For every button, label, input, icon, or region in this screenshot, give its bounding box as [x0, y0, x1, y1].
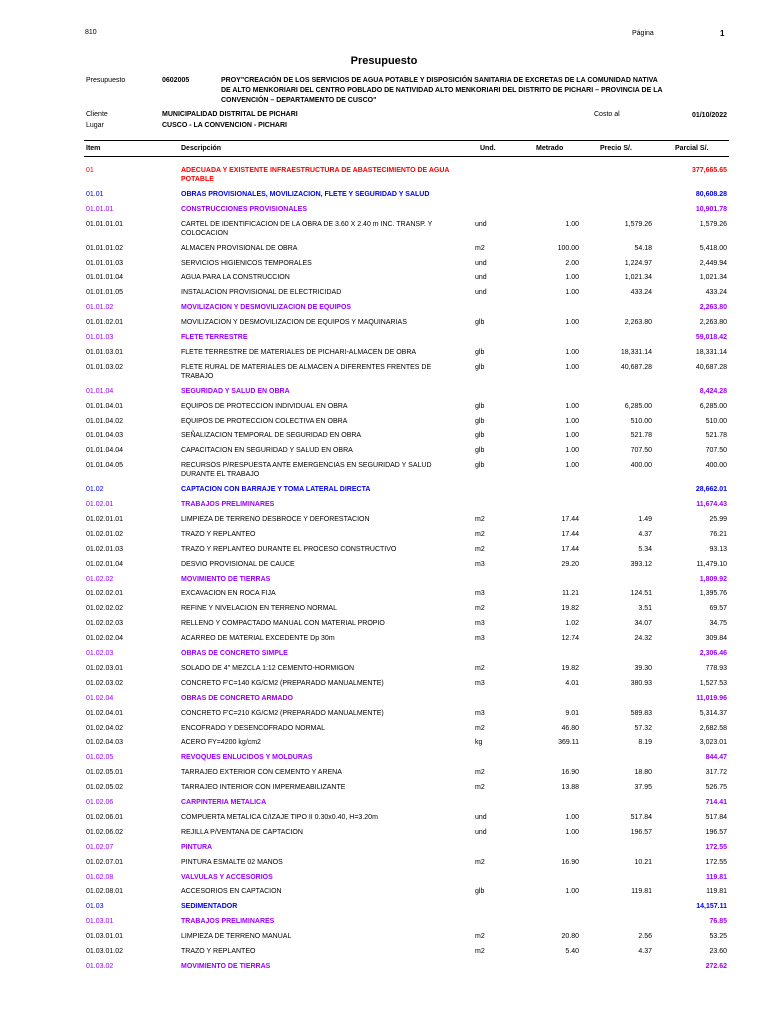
row-description: AGUA PARA LA CONSTRUCCION	[181, 274, 290, 282]
row-unit: glb	[475, 447, 485, 455]
row-metrado: 1.00	[565, 447, 579, 455]
column-header-metrado: Metrado	[536, 145, 564, 152]
row-item-code: 01.02.06.02	[86, 828, 123, 836]
row-unit: m3	[475, 620, 485, 628]
row-precio: 119.81	[631, 888, 652, 896]
row-metrado: 1.02	[565, 620, 579, 628]
row-parcial: 1,809.92	[699, 575, 727, 583]
row-unit: m3	[475, 590, 485, 598]
row-item-code: 01.01.04.05	[86, 462, 123, 470]
row-precio: 400.00	[630, 462, 652, 470]
row-description: CONSTRUCCIONES PROVISIONALES	[181, 205, 308, 213]
row-description: ACERO FY=4200 kg/cm2	[181, 739, 261, 747]
row-item-code: 01.01.02	[86, 304, 114, 312]
row-metrado: 19.82	[561, 664, 579, 672]
row-description: PINTURA	[181, 843, 213, 851]
row-parcial: 2,449.94	[699, 259, 727, 267]
row-description: ADECUADA Y EXISTENTE INFRAESTRUCTURA DE ABASTECIMIENTO DE AGUA POTABLE	[181, 167, 450, 183]
page-title: Presupuesto	[350, 55, 418, 67]
row-item-code: 01.03	[86, 903, 104, 911]
row-item-code: 01.02.02.02	[86, 605, 123, 613]
row-unit: m2	[475, 664, 485, 672]
row-description: FLETE TERRESTRE DE MATERIALES DE PICHARI-ALMACEN DE OBRA	[181, 348, 417, 356]
row-parcial: 309.84	[705, 635, 727, 643]
row-parcial: 10,901.78	[695, 205, 727, 213]
row-metrado: 1.00	[565, 319, 579, 327]
row-metrado: 1.00	[565, 402, 579, 410]
row-precio: 1,224.97	[624, 259, 652, 267]
row-description: ACARREO DE MATERIAL EXCEDENTE Dp 30m	[181, 635, 335, 643]
row-parcial: 18,331.14	[695, 348, 727, 356]
row-precio: 707.50	[630, 447, 652, 455]
costo-date: 01/10/2022	[691, 112, 727, 119]
row-parcial: 69.57	[709, 605, 727, 613]
row-description: EQUIPOS DE PROTECCION COLECTIVA EN OBRA	[181, 417, 348, 425]
page-label: Página	[632, 30, 654, 37]
row-description: INSTALACION PROVISIONAL DE ELECTRICIDAD	[181, 289, 342, 297]
row-precio: 124.51	[630, 590, 652, 598]
row-description: MOVIMIENTO DE TIERRAS	[181, 575, 271, 583]
project-description: PROY"CREACIÓN DE LOS SERVICIOS DE AGUA POTABLE Y DISPOSICIÓN SANITARIA DE EXCRETAS DE LA COMUNIDAD NATIVA DE ALTO MENKORIARI DEL CENTRO POBLADO DE NATIVIDAD ALTO MENKORIARI DEL DISTRITO DE PICHARI – PROVINCIA DE LA CONVENCIÓN – DEPARTAMENTO DE CUSCO"	[221, 77, 663, 104]
row-item-code: 01.02.04.03	[86, 739, 123, 747]
row-item-code: 01.01.01.03	[86, 259, 123, 267]
row-description: LIMPIEZA DE TERRENO DESBROCE Y DEFORESTACION	[181, 515, 370, 523]
row-item-code: 01.02.06.01	[86, 813, 123, 821]
row-item-code: 01.02.03	[86, 650, 114, 657]
row-description: RELLENO Y COMPACTADO MANUAL CON MATERIAL PROPIO	[181, 620, 385, 628]
row-description: REJILLA P/VENTANA DE CAPTACION	[181, 828, 303, 836]
row-item-code: 01.03.01.01	[86, 933, 123, 941]
row-parcial: 76.21	[709, 530, 727, 538]
row-parcial: 8,424.28	[699, 387, 727, 395]
row-item-code: 01.02.04	[86, 694, 114, 702]
row-parcial: 172.55	[705, 858, 727, 866]
row-item-code: 01.02.07	[86, 843, 114, 851]
row-description: MOVILIZACION Y DESMOVILIZACION DE EQUIPOS Y MAQUINARIAS	[181, 319, 407, 327]
row-description: CARPINTERIA METALICA	[181, 799, 267, 806]
row-item-code: 01.01.03	[86, 334, 114, 341]
row-description: SEGURIDAD Y SALUD EN OBRA	[181, 387, 290, 395]
row-unit: m2	[475, 858, 485, 866]
row-metrado: 369.11	[558, 739, 579, 747]
row-item-code: 01.01.04.03	[86, 432, 123, 440]
row-item-code: 01.02.01.02	[86, 530, 123, 538]
row-parcial: 23.60	[709, 948, 727, 955]
row-unit: glb	[475, 319, 485, 327]
row-precio: 393.12	[630, 560, 652, 568]
row-item-code: 01.02.02	[86, 575, 114, 583]
row-unit: glb	[475, 363, 485, 371]
row-metrado: 12.74	[561, 635, 579, 643]
row-item-code: 01.01.01.04	[86, 274, 123, 282]
row-parcial: 1,527.53	[699, 679, 727, 687]
costo-label: Costo al	[594, 111, 620, 118]
row-metrado: 1.00	[565, 462, 579, 470]
row-description: EQUIPOS DE PROTECCION INDIVIDUAL EN OBRA	[181, 402, 348, 410]
row-metrado: 100.00	[557, 244, 579, 252]
row-item-code: 01.03.01	[86, 918, 114, 926]
document-code: 810	[85, 29, 97, 36]
row-description: TARRAJEO EXTERIOR CON CEMENTO Y ARENA	[181, 769, 342, 777]
row-metrado: 1.00	[565, 363, 579, 371]
row-parcial: 510.00	[705, 417, 727, 425]
row-item-code: 01.01	[86, 190, 104, 198]
row-unit: m2	[475, 933, 485, 941]
row-metrado: 1.00	[565, 289, 579, 297]
row-precio: 521.78	[630, 432, 652, 440]
row-metrado: 46.80	[561, 724, 579, 732]
row-metrado: 11.21	[562, 590, 579, 598]
row-parcial: 2,306.46	[699, 650, 727, 657]
row-parcial: 517.84	[705, 813, 727, 821]
row-description: MOVILIZACION Y DESMOVILIZACION DE EQUIPOS	[181, 304, 352, 312]
row-description: EXCAVACION EN ROCA FIJA	[181, 590, 276, 598]
row-metrado: 19.82	[561, 605, 579, 613]
column-header-precio: Precio S/.	[600, 145, 632, 152]
row-item-code: 01.02.01.01	[86, 515, 123, 523]
row-parcial: 2,682.58	[699, 724, 727, 732]
row-precio: 34.07	[634, 620, 652, 628]
row-item-code: 01.02.08.01	[86, 888, 123, 896]
row-description: CARTEL DE IDENTIFICACION DE LA OBRA DE 3.60 X 2.40 m INC. TRANSP. Y COLOCACION	[181, 220, 433, 237]
row-description: SEDIMENTADOR	[181, 903, 238, 911]
row-parcial: 5,314.37	[699, 709, 727, 717]
row-parcial: 6,285.00	[699, 402, 727, 410]
row-unit: glb	[475, 417, 485, 425]
row-description: OBRAS PROVISIONALES, MOVILIZACION, FLETE Y SEGURIDAD Y SALUD	[181, 190, 430, 198]
row-item-code: 01.02.03.01	[86, 664, 123, 672]
row-metrado: 17.44	[561, 515, 579, 523]
row-description: MOVIMIENTO DE TIERRAS	[181, 962, 271, 970]
page-number: 1	[720, 29, 725, 38]
row-parcial: 93.13	[709, 545, 727, 553]
row-parcial: 272.62	[705, 962, 727, 970]
row-metrado: 1.00	[565, 888, 579, 896]
row-parcial: 11,674.43	[696, 501, 727, 508]
row-description: LIMPIEZA DE TERRENO MANUAL	[181, 933, 292, 941]
row-item-code: 01.03.02	[86, 962, 114, 970]
row-parcial: 76.85	[709, 918, 727, 926]
row-parcial: 28,662.01	[695, 486, 727, 494]
cliente-value: MUNICIPALIDAD DISTRITAL DE PICHARI	[162, 111, 298, 118]
row-description: ACCESORIOS EN CAPTACION	[181, 888, 282, 896]
row-item-code: 01.02.04.02	[86, 724, 123, 732]
row-metrado: 1.00	[565, 828, 579, 836]
row-parcial: 707.50	[705, 447, 727, 455]
row-item-code: 01.01.04.01	[86, 402, 123, 410]
row-parcial: 1,579.26	[699, 220, 727, 228]
row-precio: 6,285.00	[624, 402, 652, 410]
row-parcial: 714.41	[705, 799, 727, 806]
row-description: FLETE RURAL DE MATERIALES DE ALMACEN A DIFERENTES FRENTES DE TRABAJO	[181, 363, 432, 380]
row-description: TRAZO Y REPLANTEO DURANTE EL PROCESO CONSTRUCTIVO	[181, 545, 397, 553]
row-unit: m2	[475, 724, 485, 732]
row-item-code: 01.02.01.04	[86, 560, 123, 568]
row-precio: 18,331.14	[620, 348, 652, 356]
row-metrado: 4.01	[565, 679, 579, 687]
row-precio: 4.37	[638, 530, 652, 538]
row-description: SEÑALIZACION TEMPORAL DE SEGURIDAD EN OBRA	[181, 432, 362, 440]
row-unit: m2	[475, 769, 485, 777]
row-unit: m2	[475, 948, 485, 955]
row-metrado: 5.40	[565, 948, 579, 955]
row-parcial: 53.25	[709, 933, 727, 941]
row-item-code: 01.02.06	[86, 799, 114, 806]
row-unit: m2	[475, 784, 485, 792]
column-header-und: Und.	[480, 145, 496, 152]
row-parcial: 25.99	[709, 515, 727, 523]
row-description: TRABAJOS PRELIMINARES	[181, 918, 275, 926]
row-parcial: 433.24	[705, 289, 727, 297]
row-item-code: 01.01.04	[86, 387, 114, 395]
row-item-code: 01.01.01.01	[86, 220, 123, 228]
column-header-item: Item	[86, 145, 101, 152]
column-header-parcial: Parcial S/.	[675, 145, 709, 152]
row-item-code: 01.02.01	[86, 501, 114, 508]
row-item-code: 01.01.02.01	[86, 319, 123, 327]
row-metrado: 9.01	[565, 709, 579, 717]
row-metrado: 2.00	[565, 259, 579, 267]
row-parcial: 14,157.11	[696, 903, 727, 911]
row-precio: 196.57	[630, 828, 652, 836]
row-parcial: 526.75	[705, 784, 727, 792]
row-unit: glb	[475, 402, 485, 410]
row-metrado: 29.20	[561, 560, 579, 568]
presupuesto-label: Presupuesto	[86, 77, 126, 84]
row-unit: glb	[475, 462, 485, 470]
row-item-code: 01.01.03.02	[86, 363, 123, 371]
row-unit: m2	[475, 244, 485, 252]
row-parcial: 317.72	[705, 769, 727, 777]
row-item-code: 01	[86, 167, 94, 174]
row-precio: 510.00	[630, 417, 652, 425]
row-description: CONCRETO F'C=140 KG/CM2 (PREPARADO MANUALMENTE)	[181, 679, 384, 687]
row-parcial: 1,395.76	[699, 590, 727, 598]
row-parcial: 196.57	[705, 828, 727, 836]
row-metrado: 16.90	[561, 858, 579, 866]
row-description: CONCRETO F'C=210 KG/CM2 (PREPARADO MANUALMENTE)	[181, 709, 384, 717]
row-description: CAPTACION CON BARRAJE Y TOMA LATERAL DIRECTA	[181, 486, 371, 494]
row-precio: 24.32	[634, 635, 652, 643]
row-parcial: 80,608.28	[695, 190, 727, 198]
row-description: REFINE Y NIVELACION EN TERRENO NORMAL	[181, 605, 337, 613]
column-header-descripcion: Descripción	[181, 145, 222, 152]
row-unit: und	[475, 289, 487, 297]
row-metrado: 20.80	[561, 933, 579, 941]
row-parcial: 521.78	[705, 432, 727, 440]
row-description: SERVICIOS HIGIENICOS TEMPORALES	[181, 259, 312, 267]
row-unit: und	[475, 259, 487, 267]
row-description: RECURSOS P/RESPUESTA ANTE EMERGENCIAS EN SEGURIDAD Y SALUD DURANTE EL TRABAJO	[181, 462, 432, 479]
row-precio: 54.18	[634, 244, 652, 252]
row-precio: 4.37	[638, 948, 652, 955]
row-metrado: 1.00	[565, 417, 579, 425]
row-precio: 39.30	[634, 664, 652, 672]
row-precio: 1,579.26	[624, 220, 652, 228]
row-parcial: 377,665.65	[691, 167, 727, 174]
row-parcial: 40,687.28	[695, 363, 727, 371]
row-item-code: 01.01.03.01	[86, 348, 123, 356]
row-description: SOLADO DE 4" MEZCLA 1:12 CEMENTO-HORMIGON	[181, 664, 355, 672]
row-metrado: 1.00	[565, 813, 579, 821]
row-item-code: 01.01.01.02	[86, 244, 123, 252]
row-unit: glb	[475, 888, 485, 896]
row-precio: 57.32	[634, 724, 652, 732]
row-precio: 433.24	[630, 289, 652, 297]
row-parcial: 11,019.96	[696, 694, 727, 702]
cliente-label: Cliente	[86, 111, 108, 118]
row-parcial: 11,479.10	[696, 560, 727, 568]
row-unit: und	[475, 274, 487, 282]
row-item-code: 01.02.05	[86, 754, 114, 762]
row-unit: kg	[475, 739, 483, 747]
row-precio: 18.80	[634, 769, 652, 777]
lugar-label: Lugar	[86, 122, 104, 129]
row-unit: m3	[475, 560, 485, 568]
lugar-value: CUSCO - LA CONVENCION - PICHARI	[162, 122, 287, 129]
row-item-code: 01.01.01.05	[86, 289, 123, 297]
row-parcial: 400.00	[705, 462, 727, 470]
row-unit: m3	[475, 635, 485, 643]
row-metrado: 13.88	[561, 784, 579, 792]
row-metrado: 1.00	[565, 348, 579, 356]
row-precio: 8.19	[638, 739, 652, 747]
row-unit: m3	[475, 709, 485, 717]
row-unit: m2	[475, 530, 485, 538]
row-item-code: 01.01.01	[86, 205, 114, 213]
row-item-code: 01.03.01.02	[86, 948, 123, 955]
row-precio: 1.49	[638, 515, 652, 523]
row-unit: m2	[475, 605, 485, 613]
row-description: DESVIO PROVISIONAL DE CAUCE	[181, 560, 295, 568]
row-description: REVOQUES ENLUCIDOS Y MOLDURAS	[181, 754, 313, 762]
row-parcial: 2,263.80	[699, 319, 727, 327]
row-parcial: 1,021.34	[699, 274, 727, 282]
row-item-code: 01.02.03.02	[86, 679, 123, 687]
row-description: COMPUERTA METALICA C/IZAJE TIPO II 0.30x0.40, H=3.20m	[181, 813, 378, 821]
row-description: CAPACITACION EN SEGURIDAD Y SALUD EN OBRA	[181, 447, 353, 455]
row-item-code: 01.02.04.01	[86, 709, 123, 717]
row-precio: 40,687.28	[620, 363, 652, 371]
row-item-code: 01.02.02.04	[86, 635, 123, 643]
row-metrado: 1.00	[565, 274, 579, 282]
row-item-code: 01.02.05.02	[86, 784, 123, 792]
row-parcial: 119.81	[706, 888, 727, 896]
row-precio: 380.93	[630, 679, 652, 687]
row-item-code: 01.02.08	[86, 873, 114, 881]
row-metrado: 17.44	[561, 545, 579, 553]
row-description: OBRAS DE CONCRETO ARMADO	[181, 694, 294, 702]
row-unit: und	[475, 813, 487, 821]
row-parcial: 2,263.80	[699, 304, 727, 312]
row-unit: glb	[475, 432, 485, 440]
row-description: ALMACEN PROVISIONAL DE OBRA	[181, 244, 298, 252]
row-description: PINTURA ESMALTE 02 MANOS	[181, 858, 283, 866]
row-unit: und	[475, 828, 487, 836]
row-parcial: 34.75	[709, 620, 727, 628]
row-item-code: 01.01.04.04	[86, 447, 123, 455]
row-item-code: 01.02.02.03	[86, 620, 123, 628]
presupuesto-code: 0602005	[162, 77, 190, 84]
row-parcial: 844.47	[705, 754, 727, 762]
row-metrado: 17.44	[561, 530, 579, 538]
row-unit: m3	[475, 679, 485, 687]
row-item-code: 01.02.02.01	[86, 590, 123, 598]
row-item-code: 01.01.04.02	[86, 417, 123, 425]
row-item-code: 01.02.01.03	[86, 545, 123, 553]
row-description: TRAZO Y REPLANTEO	[181, 948, 256, 955]
row-unit: m2	[475, 515, 485, 523]
row-description: TARRAJEO INTERIOR CON IMPERMEABILIZANTE	[181, 784, 346, 792]
row-precio: 2,263.80	[624, 319, 652, 327]
row-parcial: 59,018.42	[695, 334, 727, 341]
row-parcial: 119.81	[705, 873, 727, 881]
row-precio: 1,021.34	[624, 274, 652, 282]
row-unit: und	[475, 220, 487, 228]
row-precio: 5.34	[638, 545, 652, 553]
row-parcial: 3,023.01	[699, 739, 727, 747]
row-parcial: 778.93	[705, 664, 727, 672]
row-unit: m2	[475, 545, 485, 553]
row-parcial: 5,418.00	[699, 244, 727, 252]
row-metrado: 1.00	[565, 220, 579, 228]
row-unit: glb	[475, 348, 485, 356]
row-description: TRABAJOS PRELIMINARES	[181, 501, 275, 508]
row-precio: 2.56	[638, 933, 652, 941]
row-item-code: 01.02.05.01	[86, 769, 123, 777]
row-description: OBRAS DE CONCRETO SIMPLE	[181, 650, 288, 657]
row-metrado: 16.90	[561, 769, 579, 777]
row-item-code: 01.02.07.01	[86, 858, 123, 866]
row-precio: 517.84	[630, 813, 652, 821]
row-precio: 37.95	[634, 784, 652, 792]
row-description: FLETE TERRESTRE	[181, 334, 248, 341]
row-precio: 3.51	[638, 605, 652, 613]
row-description: TRAZO Y REPLANTEO	[181, 530, 256, 538]
row-description: VALVULAS Y ACCESORIOS	[181, 873, 273, 881]
row-description: ENCOFRADO Y DESENCOFRADO NORMAL	[181, 724, 326, 732]
row-precio: 589.83	[630, 709, 652, 717]
row-precio: 10.21	[634, 858, 652, 866]
row-item-code: 01.02	[86, 486, 104, 494]
row-parcial: 172.55	[705, 843, 727, 851]
row-metrado: 1.00	[565, 432, 579, 440]
